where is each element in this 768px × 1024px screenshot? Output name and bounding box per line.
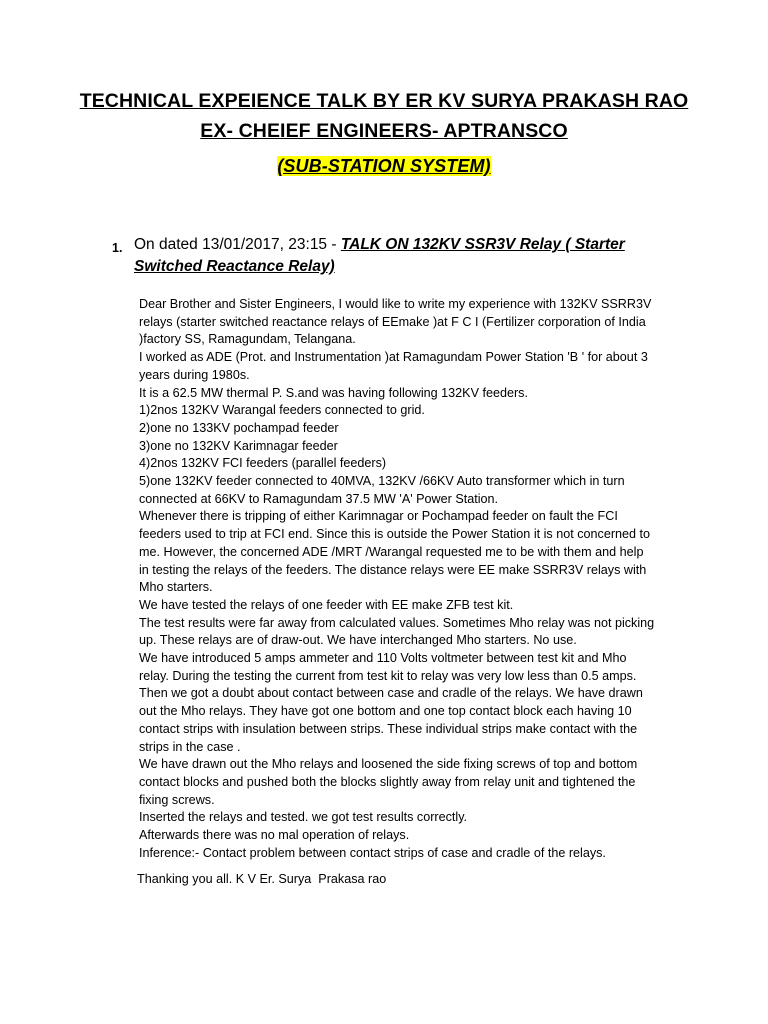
talk-title: TALK ON 132KV SSR3V Relay ( Starter Switched Reactance Relay) [134,236,625,275]
body-line: Dear Brother and Sister Engineers, I would like to write my experience with 132KV SSRR3V [139,297,652,311]
body-line: 1)2nos 132KV Warangal feeders connected to grid. [139,403,425,418]
body-line: It is a 62.5 MW thermal P. S.and was having following 132KV feeders. [139,385,528,400]
body-line: relays (starter switched reactance relays of EEmake )at F C I (Fertilizer corporation of India [139,314,646,329]
title-line-1: TECHNICAL EXPEIENCE TALK BY ER KV SURYA PRAKASH RAO [79,90,689,112]
subtitle-highlight: (SUB-STATION SYSTEM) [277,156,491,176]
letter-body [139,296,679,863]
item-heading [134,234,674,278]
body-line: 5)one 132KV feeder connected to 40MVA, 132KV /66KV Auto transformer which in turn [139,474,625,489]
item-lead: On dated 13/01/2017, 23:15 - [134,236,341,253]
body-line: fixing screws. [139,792,215,807]
body-line: We have drawn out the Mho relays and loosened the side fixing screws of top and bottom [139,757,638,772]
body-line: We have introduced 5 amps ammeter and 110 Volts voltmeter between test kit and Mho [139,651,627,666]
body-line: Mho starters. [139,580,213,595]
body-line: Whenever there is tripping of either Karimnagar or Pochampad feeder on fault the FCI [139,509,618,524]
body-line: 3)one no 132KV Karimnagar feeder [139,438,338,453]
body-line: 4)2nos 132KV FCI feeders (parallel feeders) [139,456,387,471]
body-line: Inference:- Contact problem between contact strips of case and cradle of the relays. [139,845,606,860]
body-line: feeders used to trip at FCI end. Since this is outside the Power Station it is not concerned to [139,527,651,542]
body-line: contact blocks and pushed both the blocks slightly away from relay unit and tightened the [139,774,636,789]
body-line: connected at 66KV to Ramagundam 37.5 MW 'A' Power Station. [139,491,499,506]
body-line: Inserted the relays and tested. we got test results correctly. [139,810,468,825]
item-number: 1. [112,241,123,255]
body-line: I worked as ADE (Prot. and Instrumentation )at Ramagundam Power Station 'B ' for about 3 [139,350,648,365]
body-line: up. These relays are of draw-out. We have interchanged Mho starters. No use. [139,633,577,648]
body-line: 2)one no 133KV pochampad feeder [139,420,339,435]
body-line: out the Mho relays. They have got one bottom and one top contact block each having 10 [139,704,632,719]
body-line: years during 1980s. [139,367,250,382]
body-line: )factory SS, Ramagundam, Telangana. [139,332,356,347]
body-line: The test results were far away from calculated values. Sometimes Mho relay was not picking [139,615,655,630]
body-line: relay. During the testing the current from test kit to relay was very low less than 0.5 amps. [139,668,637,683]
body-line: Afterwards there was no mal operation of relays. [139,828,410,843]
subtitle [0,156,768,177]
body-line: me. However, the concerned ADE /MRT /Warangal requested me to be with them and help [139,544,644,559]
title-line-2: EX- CHEIEF ENGINEERS- APTRANSCO [200,120,568,142]
body-line: We have tested the relays of one feeder with EE make ZFB test kit. [139,597,514,612]
body-line: Then we got a doubt about contact between case and cradle of the relays. We have drawn [139,686,643,701]
body-line: in testing the relays of the feeders. The distance relays were EE make SSRR3V relays with [139,562,647,577]
body-line: contact strips with insulation between strips. These individual strips make contact with the [139,721,638,736]
body-line: strips in the case . [139,739,241,754]
signature: Thanking you all. K V Er. Surya Prakasa rao [137,872,387,886]
